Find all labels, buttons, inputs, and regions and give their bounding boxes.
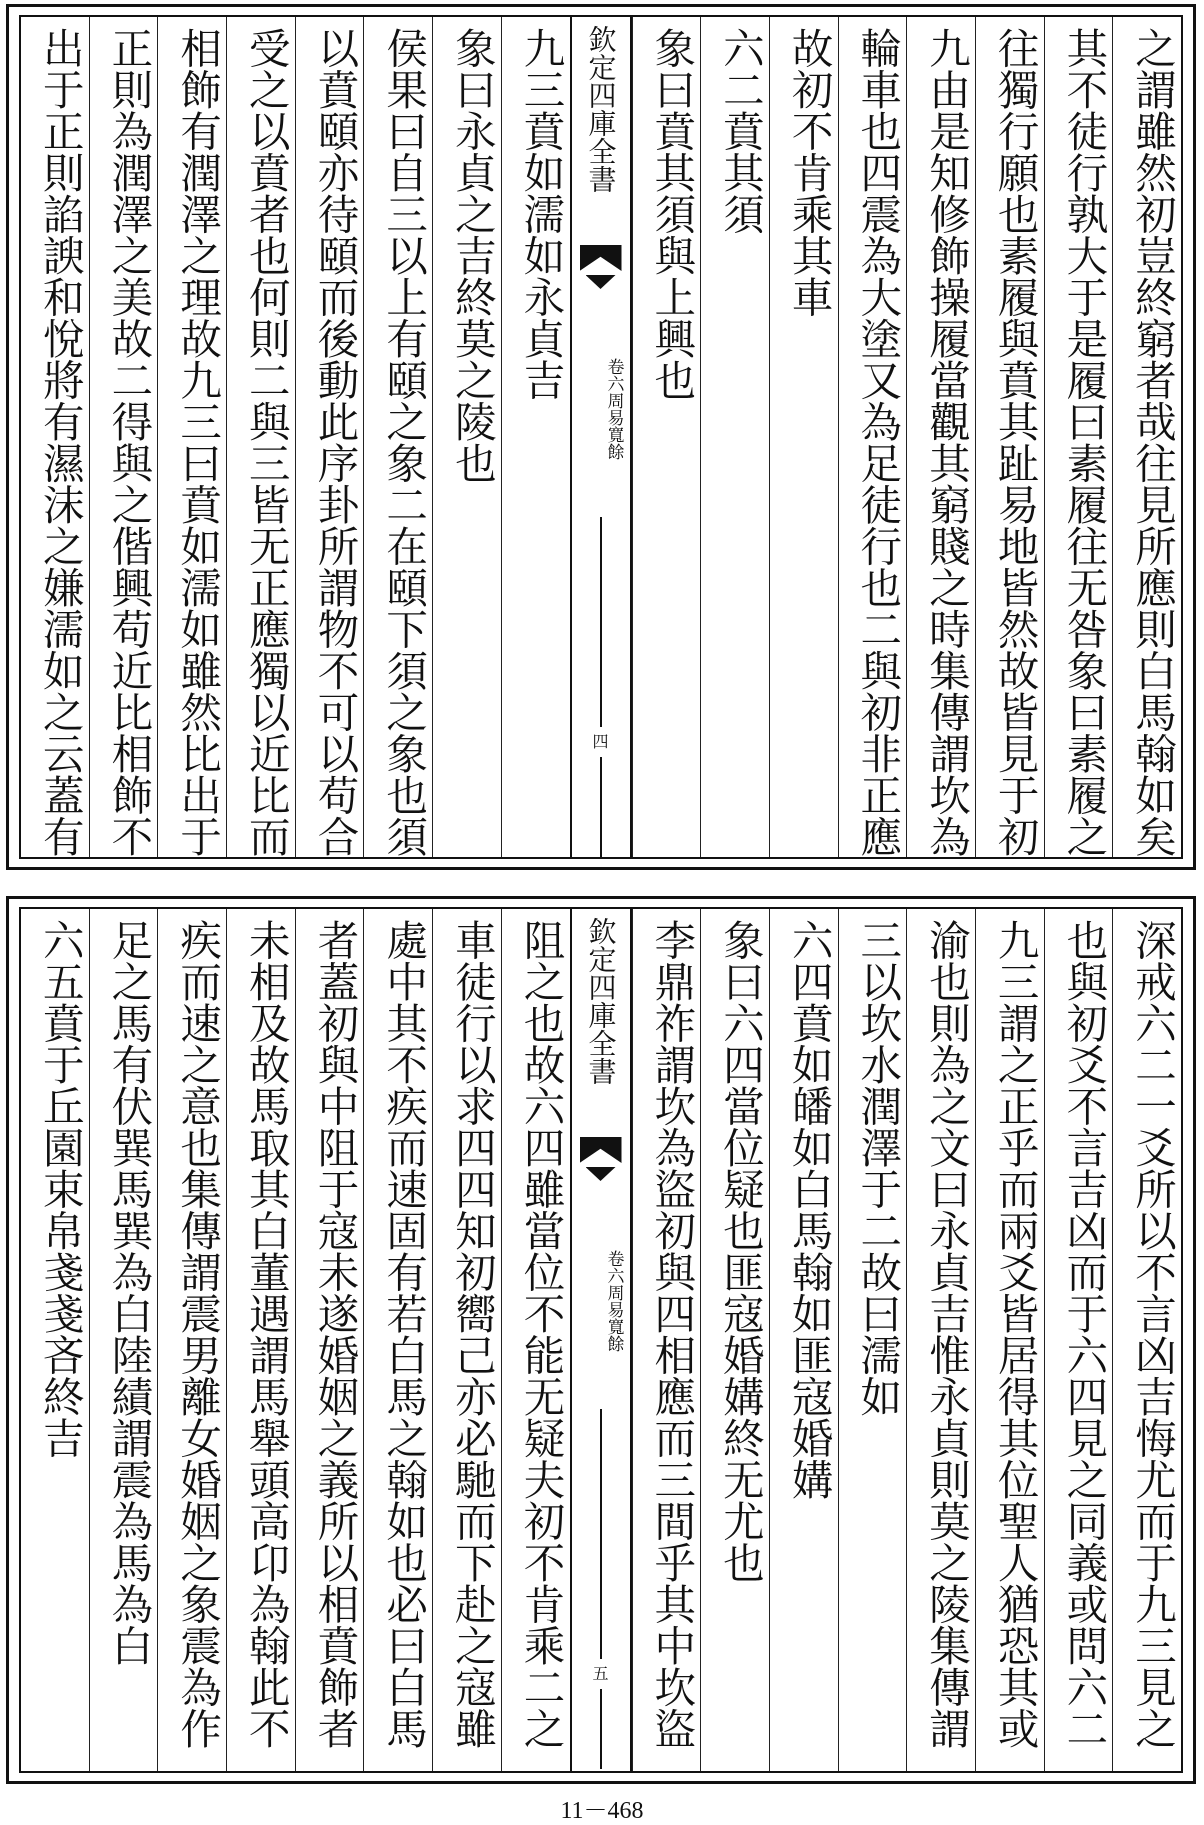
text-column: 者蓋初與中阻于寇未遂婚姻之義所以相賁飾者 [295,909,364,1771]
collection-title: 欽定四庫全書 [584,25,618,193]
fish-tail-mark-icon [586,1167,616,1181]
text-column: 六四賁如皤如白馬翰如匪寇婚媾 [769,909,838,1771]
fish-tail-mark-icon [580,1137,622,1163]
text-column: 往獨行願也素履與賁其趾易地皆然故皆見于初 [975,17,1044,857]
text-column: 輪車也四震為大塗又為足徒行也二與初非正應 [838,17,907,857]
text-column: 九三賁如濡如永貞吉 [501,17,570,857]
text-column: 九由是知修飾操履當觀其窮賤之時集傳謂坎為 [906,17,975,857]
text-column: 侯果曰自三以上有頤之象二在頤下須之象也須 [363,17,432,857]
fish-tail-mark-icon [580,245,622,271]
heart-rule [600,1689,602,1769]
text-column: 足之馬有伏巽馬巽為白陸績謂震為馬為白 [89,909,158,1771]
text-column: 故初不肯乘其車 [769,17,838,857]
volume-name: 卷六 [603,1250,624,1284]
top-page-frame [6,4,1196,870]
text-column: 也與初爻不言吉凶而于六四見之同義或問六二 [1044,909,1113,1771]
text-column: 象曰六四當位疑也匪寇婚媾終无尤也 [700,909,769,1771]
text-column: 相飾有潤澤之理故九三曰賁如濡如雖然比出于 [157,17,226,857]
book-volume-label [577,1201,625,1401]
text-column: 六二賁其須 [700,17,769,857]
book-name: 周易寬餘 [603,392,624,460]
page-number: 四 [592,732,609,751]
text-column: 出于正則諂諛和悅將有濕沫之嫌濡如之云蓋有 [35,27,85,857]
text-column: 未相及故馬取其白董遇謂馬舉頭高卬為翰此不 [226,909,295,1771]
fish-tail-mark-icon [586,275,616,289]
volume-name: 卷六 [603,358,624,392]
top-page-text-area [19,15,1183,859]
book-name: 周易寬餘 [603,1284,624,1352]
text-column: 以賁頤亦待頤而後動此序卦所謂物不可以苟合 [295,17,364,857]
text-column: 三以坎水潤澤于二故曰濡如 [838,909,907,1771]
book-volume-label [577,309,625,509]
collection-title: 欽定四庫全書 [584,917,618,1085]
heart-rule [600,1409,602,1659]
page-number: 五 [592,1664,609,1683]
text-column: 六五賁于丘園束帛戔戔吝終吉 [35,919,85,1459]
heart-rule [600,517,602,727]
bottom-page-text-area [19,907,1183,1773]
text-column: 深戒六二一爻所以不言凶吉悔尤而于九三見之 [1112,909,1181,1771]
text-column: 疾而速之意也集傳謂震男離女婚姻之象震為作 [157,909,226,1771]
text-column: 車徒行以求四四知初嚮己亦必馳而下赴之寇雖 [432,909,501,1771]
text-column: 受之以賁者也何則二與三皆无正應獨以近比而 [226,17,295,857]
text-column: 正則為潤澤之美故二得與之偕興苟近比相飾不 [89,17,158,857]
text-column: 象曰永貞之吉終莫之陵也 [432,17,501,857]
book-heart-column [570,17,632,857]
bottom-page-frame [6,896,1196,1784]
reprint-page-number: 11－468 [560,1798,644,1824]
text-column: 其不徒行孰大于是履曰素履往无咎象曰素履之 [1044,17,1113,857]
heart-rule [600,757,602,857]
text-column: 九三謂之正乎而兩爻皆居得其位聖人猶恐其或 [975,909,1044,1771]
text-column: 之謂雖然初豈終窮者哉往見所應則白馬翰如矣 [1112,17,1181,857]
book-heart-column [570,909,632,1771]
text-column: 阻之也故六四雖當位不能无疑夫初不肯乘二之 [501,909,570,1771]
text-column: 象曰賁其須與上興也 [632,17,701,857]
text-column: 渝也則為之文曰永貞吉惟永貞則莫之陵集傳謂 [906,909,975,1771]
text-column: 處中其不疾而速固有若白馬之翰如也必曰白馬 [363,909,432,1771]
text-column: 李鼎祚謂坎為盜初與四相應而三間乎其中坎盜 [632,909,701,1771]
